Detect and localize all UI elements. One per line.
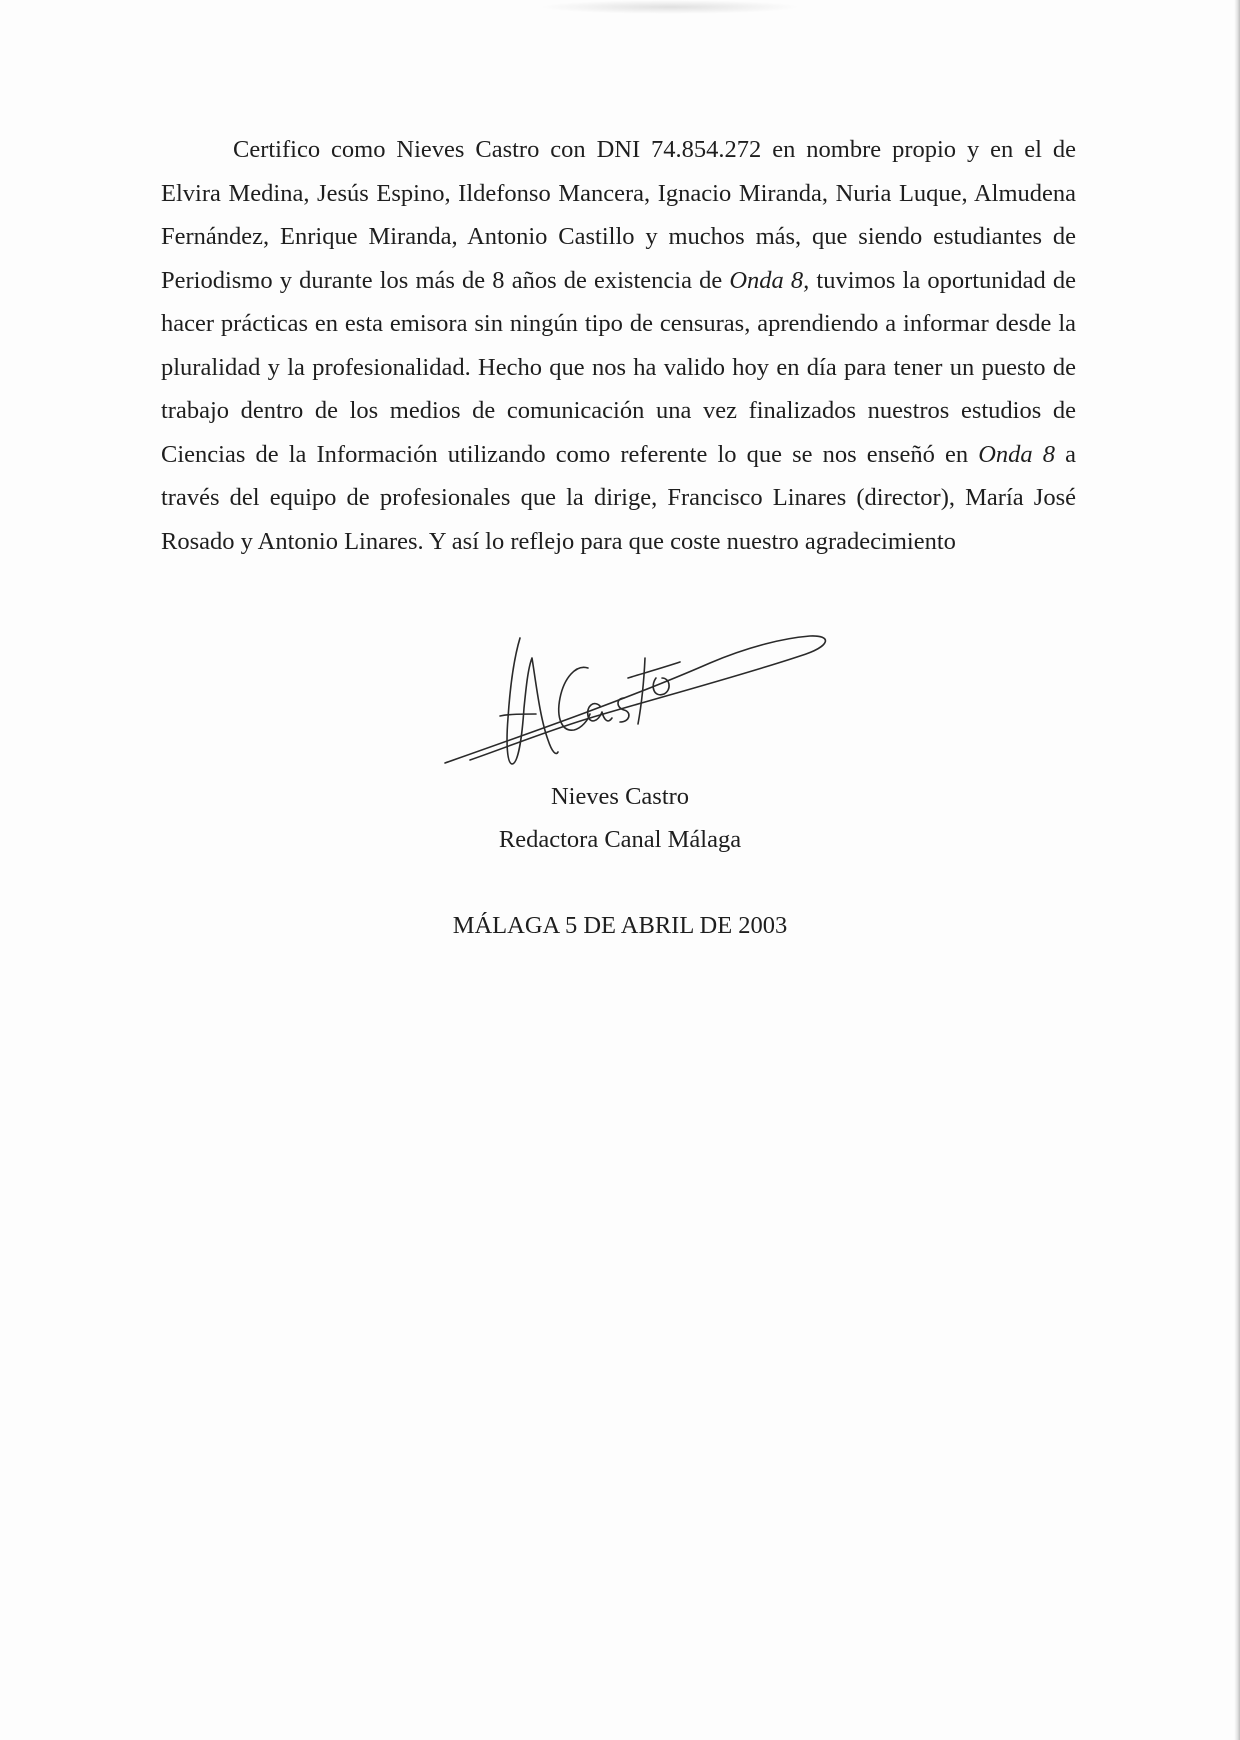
signer-name: Nieves Castro [550,783,690,810]
scan-smudge [540,0,800,14]
handwritten-signature [440,628,830,778]
paragraph-text-2: tuvimos la oportunidad de hacer prácticas en esta emisora sin ningún tipo de censuras, aprendiendo a informar desde la pluralidad y la profesionalidad. Hecho que nos ha valido hoy en día para tener un puesto de trabajo dentro de los medios de comunicación una vez finalizados nuestros estudios de Ciencias de la Información utilizando como referente lo que se nos enseñó en [161,266,1076,468]
paragraph-text-1: Certifico como Nieves Castro con DNI 74.854.272 en nombre propio y en el de Elvira Medina, Jesús Espino, Ildefonso Mancera, Ignacio Miranda, Nuria Luque, Almudena Fernández, Enrique Miranda, Antonio Castillo y muchos más, que siendo estudiantes de Periodismo y durante los más de 8 años de existencia de [161,136,1076,294]
paragraph-text-3: a través del equipo de profesionales que la dirige, Francisco Linares (director), María José Rosado y Antonio Linares. Y así lo reflejo para que coste nuestro agradecimiento [161,440,1076,555]
date-line: MÁLAGA 5 DE ABRIL DE 2003 [452,912,788,939]
certification-paragraph [161,128,1076,563]
scan-edge-shadow [1234,0,1240,1740]
station-name-onda-8: Onda 8, [729,266,810,294]
station-name-onda-8-second: Onda 8 [978,440,1055,468]
signer-role: Redactora Canal Málaga [498,826,742,853]
